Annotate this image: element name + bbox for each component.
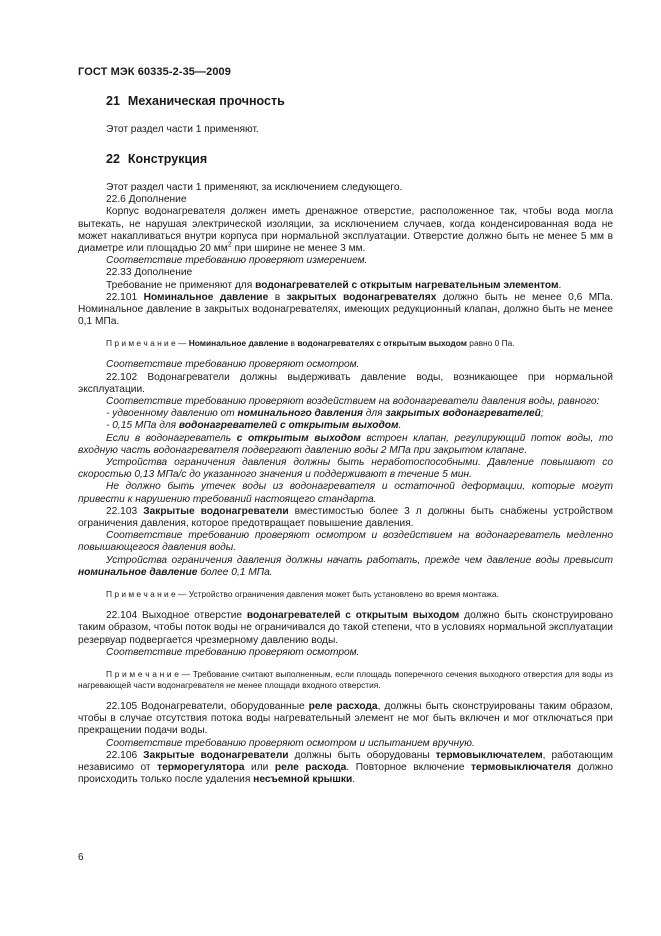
section-title-text: Конструкция [127, 152, 208, 166]
paragraph: Этот раздел части 1 применяют, за исключением следующего. [106, 182, 403, 193]
defined-term: с открытым выходом [236, 432, 361, 444]
text-run: , должны быть сконструированы таким образом, чтобы в случае отсутствия потока воды нагревательный элемент не мог быть включен и мог отключаться при прекращении подачи воды. [78, 700, 613, 737]
text-run: . Повторное включение [346, 761, 472, 773]
clause-number: 22.102 [106, 371, 148, 383]
text-run: . [352, 774, 356, 786]
paragraph [78, 280, 613, 292]
defined-term: Закрытые водонагреватели [143, 749, 289, 761]
clause-number: 22.106 [106, 749, 144, 761]
text-run: в [288, 338, 298, 349]
section-22-title [106, 152, 207, 166]
text-run: Корпус водонагревателя должен иметь дренажное отверстие, расположенное так, чтобы вода могла вытекать, не нарушая электрической изоляции, за исключением случаев, когда конденсированная вода не может накапливаться внутри корпуса при нормальной эксплуатации. Отверстие должно быть не менее 5 мм в диаметре или площадью 20 мм [78, 206, 613, 255]
text-run: - 0,15 МПа для [106, 420, 179, 432]
defined-term: несъемной крышки [253, 774, 353, 786]
clause-22-105 [78, 701, 613, 738]
compliance-text: Соответствие требованию проверяют измерением. [106, 255, 368, 267]
clause-22-102 [78, 372, 613, 396]
clause-number: 22.104 [106, 610, 142, 622]
note [78, 589, 613, 600]
defined-term: термовыключателя [471, 761, 572, 773]
section-title-text: Механическая прочность [127, 94, 285, 108]
defined-term: закрытых водонагревателях [286, 291, 437, 303]
clause-number: 22.105 [106, 700, 142, 712]
note [78, 338, 613, 349]
defined-term: водонагревателях с открытым выходом [297, 338, 467, 349]
clause-22-103 [78, 506, 613, 530]
list-item [78, 408, 613, 420]
text-run: или [244, 761, 275, 773]
clause-heading: 22.33 Дополнение [106, 267, 193, 279]
defined-term: реле расхода [274, 761, 347, 773]
text-run: более 0,1 МПа. [197, 566, 273, 578]
text-run: должно быть не менее 0,6 МПа. Номинальное давление в закрытых водонагревателях, имеющих редукционный клапан, должно быть не менее 0,1 МПа. [78, 291, 613, 328]
defined-term: Закрытые водонагреватели [143, 505, 289, 517]
text-run: при ширине не менее 3 мм. [231, 243, 366, 255]
text-run: должны быть оборудованы [288, 749, 436, 761]
defined-term: реле расхода [308, 700, 378, 712]
section-21-title [106, 94, 285, 108]
paragraph: Не должно быть утечек воды из водонагревателя и остаточной деформации, которые могут привести к нарушению требований настоящего стандарта. [78, 481, 613, 505]
clause-number: 22.103 [106, 505, 144, 517]
text-run: — [175, 338, 189, 349]
paragraph [78, 206, 613, 255]
defined-term: терморегулятора [157, 761, 245, 773]
text-run: Водонагреватели должны выдерживать давление воды, возникающее при нормальной эксплуатации. [78, 371, 613, 395]
section-22-body [78, 182, 613, 786]
compliance-text: Соответствие требованию проверяют осмотром и воздействием на водонагреватель медленно повышающегося давления воды. [78, 530, 613, 554]
text-run: Водонагреватели, оборудованные [141, 700, 309, 712]
page-number: 6 [78, 852, 84, 863]
text-run: , работающим независимо от [78, 749, 613, 773]
paragraph [78, 433, 613, 457]
note-label: П р и м е ч а н и е [106, 338, 176, 349]
text-run: Требование не применяют для [106, 279, 256, 291]
list-item [78, 420, 613, 432]
paragraph: Этот раздел части 1 применяют. [106, 124, 259, 135]
clause-number: 22.101 [106, 291, 144, 303]
compliance-text: Соответствие требованию проверяют осмотром. [106, 359, 360, 371]
section-number: 22 [106, 152, 120, 166]
clause-22-106 [78, 750, 613, 787]
note-label: П р и м е ч а н и е [106, 668, 179, 679]
text-run: Устройства ограничения давления должны начать работать, прежде чем давление воды превысит [106, 554, 613, 566]
defined-term: Номинальное давление [188, 338, 289, 349]
text-run: . [558, 279, 562, 291]
note [78, 669, 613, 691]
text-run: для [362, 408, 386, 420]
text-run: . [398, 420, 402, 432]
defined-term: закрытых водонагревателей [385, 408, 541, 420]
text-run: должно быть сконструировано таким образом, чтобы поток воды не ограничивался до такой степени, что в условиях нормальной эксплуатации резервуар подвергается чрезмерному давлению воды. [78, 610, 613, 646]
paragraph [78, 555, 613, 579]
text-run: Выходное отверстие [141, 610, 247, 622]
text-run: ; [540, 408, 544, 420]
paragraph: Устройства ограничения давления должны быть неработоспособными. Давление повышают со скоростью 0,13 МПа/с до указанного значения и поддерживают в течение 5 мин. [78, 457, 613, 481]
text-run: в [268, 291, 287, 303]
compliance-text: Соответствие требованию проверяют осмотром и испытанием вручную. [106, 737, 475, 749]
text-run: - удвоенному давлению от [106, 408, 238, 420]
section-21-body [78, 124, 613, 136]
text-run: равно 0 Па. [466, 338, 515, 349]
defined-term: водонагревателей с открытым нагревательным элементом [255, 279, 559, 291]
clause-heading: 22.6 Дополнение [106, 194, 187, 206]
defined-term: термовыключателем [435, 749, 543, 761]
section-number: 21 [106, 94, 120, 108]
compliance-text: Соответствие требованию проверяют осмотром. [106, 646, 360, 658]
defined-term: номинального давления [237, 408, 363, 420]
text-run: — Требование считают выполненным, если площадь поперечного сечения выходного отверстия для воды из нагревающей части водонагревателя не менее площади входного отверстия. [78, 668, 613, 690]
text-run: вместимостью более 3 л должны быть снабжены устройством ограничения давления, которое предотвращает повышение давления. [78, 505, 613, 530]
text-run: Если в водонагреватель [106, 432, 237, 444]
superscript: 2 [227, 241, 232, 249]
compliance-text: Соответствие требованию проверяют воздействием на водонагреватели давления воды, равного: [106, 396, 600, 408]
text-run: встроен клапан, регулирующий поток воды, то входную часть водонагревателя подвергают давлению воды 2 МПа при закрытом клапане. [78, 432, 613, 456]
clause-22-104 [78, 610, 613, 647]
text-run: — Устройство ограничения давления может быть установлено во время монтажа. [175, 589, 499, 600]
defined-term: водонагревателей с открытым выходом [246, 610, 460, 622]
clause-22-101 [78, 292, 613, 329]
defined-term: Номинальное давление [143, 291, 269, 303]
note-label: П р и м е ч а н и е [106, 589, 176, 600]
text-run: должно происходить только после удаления [78, 761, 613, 786]
defined-term: номинальное давление [78, 566, 198, 578]
defined-term: водонагревателей с открытым выходом [178, 420, 399, 432]
document-header: ГОСТ МЭК 60335-2-35—2009 [78, 66, 231, 78]
